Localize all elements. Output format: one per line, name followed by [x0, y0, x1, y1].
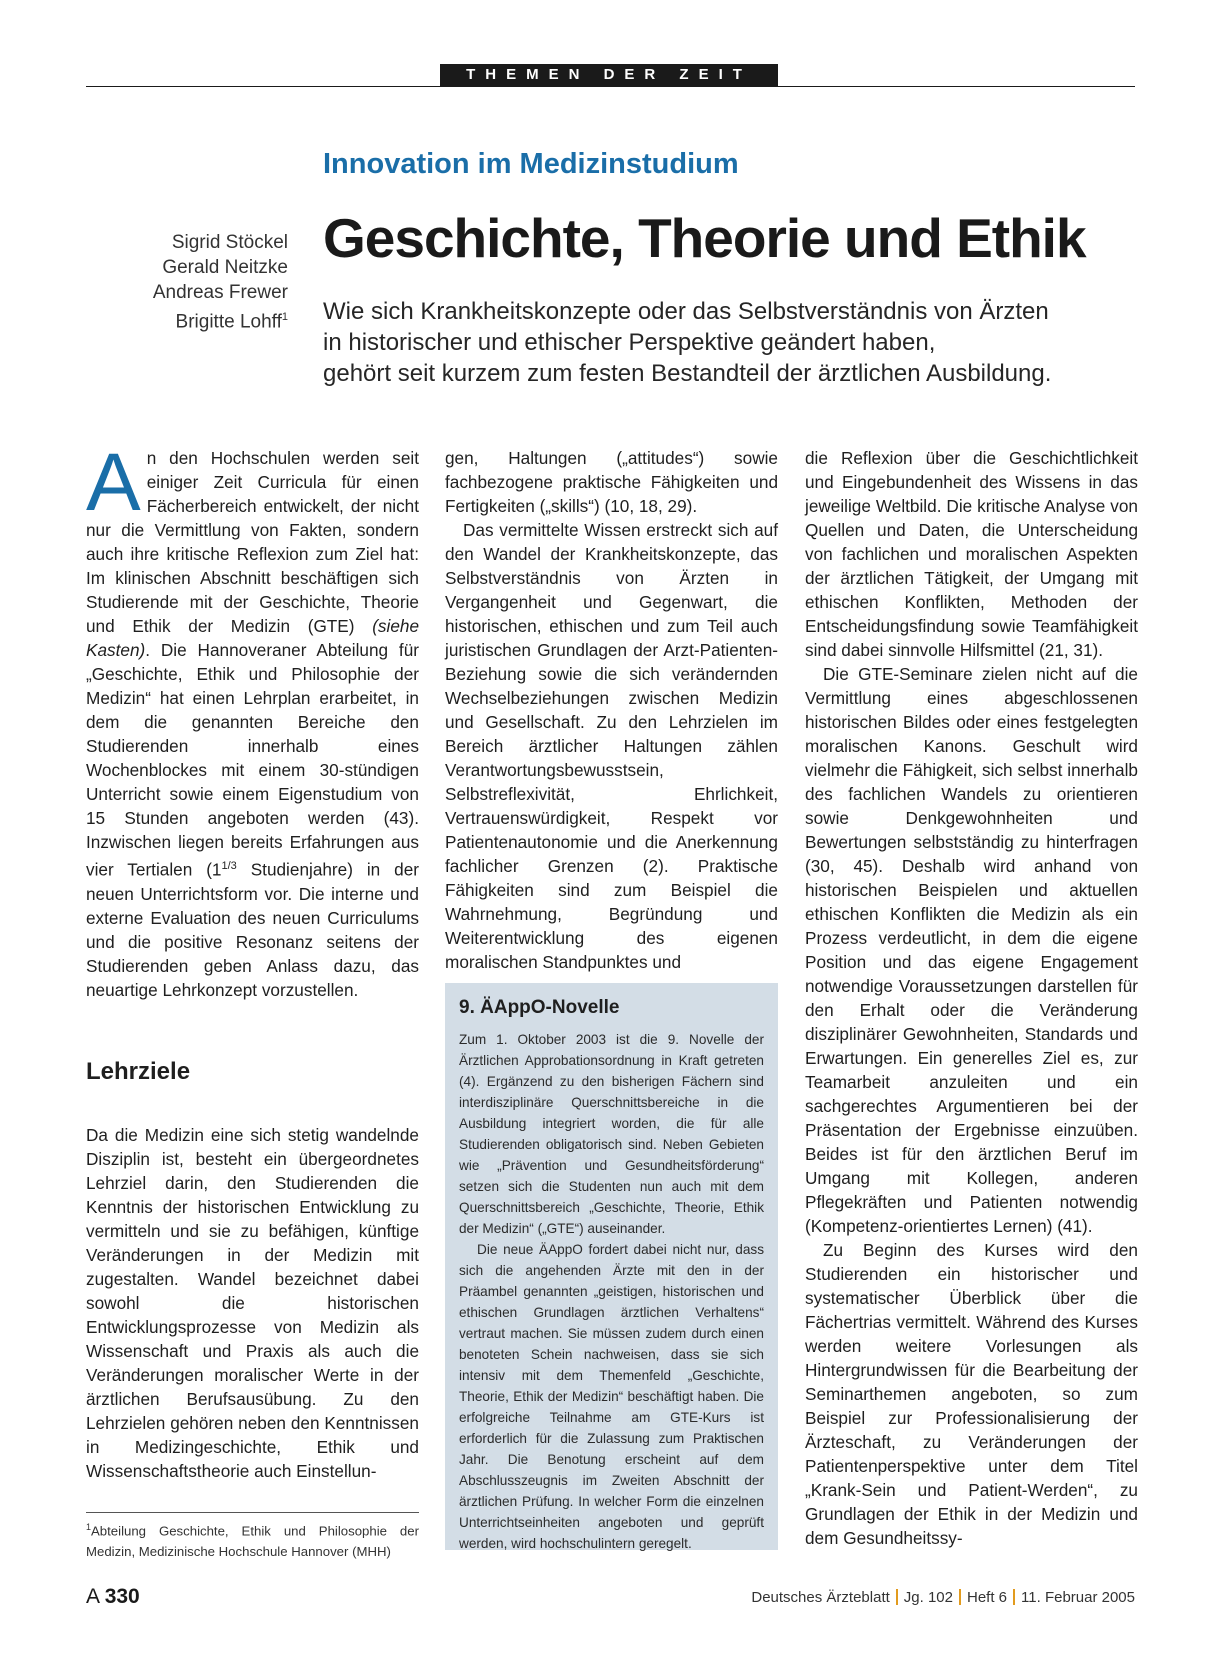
section-heading-lehrziele: Lehrziele: [86, 1058, 191, 1085]
author: Sigrid Stöckel: [171, 232, 288, 253]
section-label: THEMEN DER ZEIT: [440, 64, 778, 86]
paragraph: die Reflexion über die Geschichtlichkeit und Eingebundenheit des Wissens in das jeweilige Weltbild. Die kritische Analyse von Quellen und Daten, die Unterscheidung von fachlichen und moralischen Aspekten der ärztlichen Tätigkeit, der Umgang mit ethischen Konflikten, Methoden der Entscheidungsfindung sowie Teamfähigkeit sind dabei sinnvolle Hilfsmittel (21, 31).: [805, 448, 1138, 660]
author: Gerald Neitzke: [162, 257, 288, 278]
page-number: A 330: [86, 1585, 140, 1608]
volume: Jg. 102: [903, 1589, 953, 1606]
box-reference: (siehe Kasten): [86, 616, 419, 660]
paragraph: Zu Beginn des Kurses wird den Studierenden ein historischer und systematischer Überblick über die Fächertrias vermittelt. Während des Kurses werden weitere Vorlesungen als Hintergrundwissen für die Bearbeitung der Seminarthemen angeboten, so zum Beispiel zur Professionalisierung der Ärzteschaft, zu Veränderungen der Patientenperspektive unter dem Titel „Krank-Sein und Patient-Werden“, zu Grundlagen der Ethik in der Medizin und dem Gesundheitssy-: [805, 1240, 1138, 1548]
separator: [896, 1589, 898, 1605]
paragraph: Zum 1. Oktober 2003 ist die 9. Novelle der Ärztlichen Approbationsordnung in Kraft getreten (4). Ergänzend zu den bisherigen Fächern sind interdisziplinäre Querschnittsbereiche in die Ausbildung integriert worden, die für alle Studierenden obligatorisch sind. Neben Gebieten wie „Prävention und Gesundheitsförderung“ setzen sich die Studenten nun auch mit dem Querschnittsbereich „Geschichte, Theorie, Ethik der Medizin“ („GTE“) auseinander.: [459, 1032, 764, 1236]
intro-paragraph: An den Hochschulen werden seit einiger Zeit Curricula für einen Fächerbereich entwickelt, der nicht nur die Vermittlung von Fakten, sondern auch ihre kritische Reflexion zum Ziel hat: Im klinischen Abschnitt beschäftigen sich Studierende mit der Geschichte, Theorie und Ethik der Medizin (GTE) (siehe Kasten). Die Hannoveraner Abteilung für „Geschichte, Ethik und Philosophie der Medizin“ hat einen Lehrplan erarbeitet, in dem die genannten Bereiche den Studierenden innerhalb eines Wochenblockes mit einem 30-stündigen Unterricht sowie einem Eigenstudium von 15 Stunden angeboten werden (43). Inzwischen liegen bereits Erfahrungen aus vier Tertialen ($1^{1/3}$ Studienjahre) in der neuen Unterrichtsform vor. Die interne und externe Evaluation des neuen Curriculums und die positive Resonanz seitens der Studierenden geben Anlass dazu, das neuartige Lehrkonzept vorzustellen.: [86, 437, 420, 1000]
paragraph: Die neue ÄAppO fordert dabei nicht nur, dass sich die angehenden Ärzte mit den in der Präambel genannten „geistigen, historischen und ethischen Grundlagen ärztlichen Verhaltens“ vertraut machen. Sie müssen zudem durch einen benoteten Schein nachweisen, dass sie sich intensiv mit dem Themenfeld „Geschichte, Theorie, Ethik der Medizin“ beschäftigt haben. Die erfolgreiche Teilnahme am GTE-Kurs ist erforderlich für die Zulassung zum Praktischen Jahr. Die Benotung erscheint auf dem Abschlusszeugnis im Zweiten Abschnitt der ärztlichen Prüfung. In welcher Form die einzelnen Unterrichtseinheiten angeboten und geprüft werden, wird hochschulintern geregelt.: [459, 1242, 764, 1551]
footnote: $^1$Abteilung Geschichte, Ethik und Philosophie der Medizin, Medizinische Hochschule Hannover (MHH): [86, 1522, 419, 1560]
paragraph: gen, Haltungen („attitudes“) sowie fachbezogene praktische Fähigkeiten und Fertigkeiten („skills“) (10, 18, 29).: [445, 448, 778, 516]
info-box-body: [459, 1029, 764, 1554]
text-column-2: [445, 446, 778, 974]
author-list: [86, 230, 288, 334]
lehrziele-text: [86, 1123, 419, 1483]
separator: [959, 1589, 961, 1605]
subtitle-line: gehört seit kurzem zum festen Bestandteil der ärztlichen Ausbildung.: [323, 360, 1052, 387]
drop-cap: A: [86, 437, 141, 528]
subtitle-line: in historischer und ethischer Perspektive geändert haben,: [323, 329, 936, 356]
issue-date: 11. Februar 2005: [1021, 1589, 1135, 1606]
footnote-rule: [86, 1512, 419, 1513]
author: Andreas Frewer: [152, 282, 288, 303]
text-column-1: [86, 437, 420, 1002]
separator: [1013, 1589, 1015, 1605]
paragraph: Die GTE-Seminare zielen nicht auf die Vermittlung eines abgeschlossenen historischen Bildes oder eines festgelegten moralischen Kanons. Geschult wird vielmehr die Fähigkeit, sich selbst innerhalb des fachlichen Wandels zu orientieren sowie Denkgewohnheiten und Bewertungen selbstständig zu hinterfragen (30, 45). Deshalb wird anhand von historischen Beispielen und aktuellen ethischen Konflikten die Medizin als ein Prozess verdeutlicht, in dem die eigene Position und das eigene Engagement notwendige Voraussetzungen darstellen für den Erhalt oder die Veränderung disziplinärer Gewohnheiten, Standards und Erwartungen. Ein generelles Ziel es, zur Teamarbeit anzuleiten und ein sachgerechtes Argumentieren bei der Präsentation der Ergebnisse einzuüben. Beides ist für den ärztlichen Beruf im Umgang mit Kollegen, anderen Pflegekräften und Patienten notwendig (Kompetenz-orientiertes Lernen) (41).: [805, 664, 1138, 1236]
info-box-title: 9. ÄAppO-Novelle: [459, 997, 620, 1018]
footnote-mark: 1: [281, 311, 288, 323]
issue: Heft 6: [967, 1589, 1008, 1606]
fraction: 1/3: [221, 860, 237, 872]
journal-info: [751, 1589, 1135, 1606]
author: Brigitte Lohff$^1$: [175, 311, 288, 333]
paragraph: Da die Medizin eine sich stetig wandelnde Disziplin ist, besteht ein übergeordnetes Lehrziel darin, den Studierenden die Kenntnis der historischen Entwicklung zu vermitteln und sie zu befähigen, künftige Veränderungen in der Medizin mit zugestalten. Wandel bezeichnet dabei sowohl die historischen Entwicklungsprozesse von Medizin als Wissenschaft und Praxis als auch die Veränderungen moralischer Werte in der ärztlichen Berufsausübung. Zu den Lehrzielen gehören neben den Kenntnissen in Medizingeschichte, Ethik und Wissenschaftstheorie auch Einstellun-: [86, 1125, 419, 1481]
footnote-mark: 1: [86, 1522, 92, 1532]
paragraph: Das vermittelte Wissen erstreckt sich auf den Wandel der Krankheitskonzepte, das Selbstverständnis von Ärzten in Vergangenheit und Gegenwart, die historischen, ethischen und zum Teil auch juristischen Grundlagen der Arzt-Patienten-Beziehung sowie die sich verändernden Wechselbeziehungen zwischen Medizin und Gesellschaft. Zu den Lehrzielen im Bereich ärztlicher Haltungen zählen Verantwortungsbewusstsein, Selbstreflexivität, Ehrlichkeit, Vertrauenswürdigkeit, Respekt vor Patientenautonomie und die Anerkennung fachlicher Grenzen (2). Praktische Fähigkeiten sind zum Beispiel die Wahrnehmung, Begründung und Weiterentwicklung des eigenen moralischen Standpunktes und: [445, 520, 778, 972]
article-title: Geschichte, Theorie und Ethik: [323, 207, 1086, 269]
info-box: [445, 983, 778, 1550]
subtitle-line: Wie sich Krankheitskonzepte oder das Selbstverständnis von Ärzten: [323, 298, 1049, 325]
header-rule: [86, 86, 1135, 87]
article-kicker: Innovation im Medizinstudium: [323, 148, 739, 180]
journal-name: Deutsches Ärzteblatt: [751, 1589, 890, 1606]
article-subtitle: [323, 296, 1123, 389]
text-column-3: [805, 446, 1138, 1550]
